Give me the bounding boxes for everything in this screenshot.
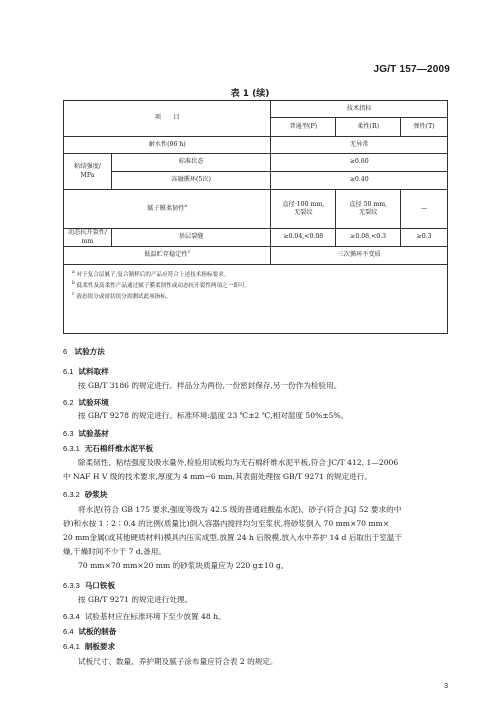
bond-std-label: 标准状态 bbox=[111, 154, 270, 172]
section-6-3-heading: 6.3 试验基材 bbox=[63, 429, 109, 438]
flex-label: 腻子膜柔韧性$^a$ bbox=[64, 190, 271, 229]
row-water-value: 无异常 bbox=[271, 137, 448, 154]
bond-ft-value: ≥0.40 bbox=[271, 172, 448, 190]
standard-code: JG/T 157—2009 bbox=[373, 64, 450, 75]
header-t: 弹性(T) bbox=[401, 118, 448, 137]
spec-table bbox=[63, 100, 448, 334]
section-6-4-heading: 6.4 试板的制备 bbox=[63, 627, 117, 636]
section-6-3-1-text: 除柔韧性、粘结强度及吸水量外,检验用试板均为无石棉纤维水泥平板,符合 JC/T 412. 1—2006 中 NAF H V 级的技术要求,厚度为 4 mm~6 mm,其表面处理按 GB/T 9271 的规定进行。 bbox=[63, 458, 399, 481]
bond-ft-label: 冻融循环(5次) bbox=[111, 172, 270, 190]
section-6-3-3-heading: 6.3.3 马口铁板 bbox=[63, 581, 116, 590]
note-b: $^b$ 低柔性及高柔性产品通过腻子膜柔韧性或动态抗开裂性两项之一即可。 bbox=[72, 281, 251, 289]
flex-r: 直径 50 mm, 无裂纹 bbox=[336, 190, 401, 229]
page-number: 3 bbox=[444, 683, 448, 690]
section-6-3-2-text: 将水泥(符合 GB 175 要求,强度等级为 42.5 级的普通硅酸盐水泥)、砂子(符合 JGJ 52 要求的中 砂)和水按 1∶2∶0.4 的比例(质量比)倒入容器内搅拌均匀至浆状,将砂浆倒入 70 mm×70 mm× 20 mm金属(或其他硬质材料)模具内压实成型,放置 24 h 后脱模,放入水中养护 14 d 后取出于室温干 燥,干燥时间不少于 7 d,备用。 70 mm×70 mm×20 mm 的砂浆块质量应为 220 g±10 g。 bbox=[63, 505, 402, 570]
section-6-1-heading: 6.1 试料取样 bbox=[63, 367, 109, 376]
header-tech: 技术指标 bbox=[271, 101, 448, 118]
crack-sub: 基层裂缝 bbox=[111, 229, 270, 247]
bond-label: 粘结强度/ MPa bbox=[64, 154, 112, 190]
crack-r: ≥0.08,<0.3 bbox=[336, 229, 401, 247]
lowtemp-value: 三次循环不变质 bbox=[271, 247, 448, 265]
crack-t: ≥0.3 bbox=[401, 229, 448, 247]
lowtemp-label: 低温贮存稳定性$^c$ bbox=[64, 247, 271, 265]
section-6-heading: 6 试验方法 bbox=[63, 347, 105, 356]
crack-label: 动态抗开裂性/ mm bbox=[64, 229, 112, 247]
flex-p: 直径 100 mm, 无裂纹 bbox=[271, 190, 336, 229]
note-c: $^c$ 液态组分或膏状组分需测试此项指标。 bbox=[72, 292, 172, 300]
flex-t: — bbox=[401, 190, 448, 229]
bond-std-value: ≥0.60 bbox=[271, 154, 448, 172]
crack-p: ≥0.04,<0.08 bbox=[271, 229, 336, 247]
section-6-3-4: 6.3.4 试验基材应在标准环境下至少放置 48 h。 bbox=[63, 612, 226, 621]
section-6-4-1-text: 试板尺寸、数量、养护期及腻子涂布量应符合表 2 的规定。 bbox=[78, 657, 278, 666]
header-r: 柔性(R) bbox=[336, 118, 401, 137]
section-6-1-text: 按 GB/T 3186 的规定进行。样品分为两份,一份密封保存,另一份作为检验用。 bbox=[78, 381, 342, 390]
header-p: 普通型(P) bbox=[271, 118, 336, 137]
header-item: 项 目 bbox=[64, 101, 271, 137]
table-notes bbox=[64, 265, 448, 334]
section-6-2-text: 按 GB/T 9278 的规定进行。标准环境:温度 23 ℃±2 ℃,相对湿度 50%±5%。 bbox=[78, 411, 349, 420]
table-title: 表 1 (续) bbox=[230, 89, 270, 99]
row-water-label: 耐水性(96 h) bbox=[64, 137, 271, 154]
section-6-2-heading: 6.2 试验环境 bbox=[63, 398, 109, 407]
note-a: $^a$ 对于复合层腻子,复合制样后的产品应符合上述技术指标要求。 bbox=[72, 270, 230, 278]
section-6-3-3-text: 按 GB/T 9271 的规定进行处理。 bbox=[78, 595, 193, 604]
section-6-4-1-heading: 6.4.1 制板要求 bbox=[63, 642, 116, 651]
section-6-3-1-heading: 6.3.1 无石棉纤维水泥平板 bbox=[63, 444, 154, 453]
section-6-3-2-heading: 6.3.2 砂浆块 bbox=[63, 490, 108, 499]
